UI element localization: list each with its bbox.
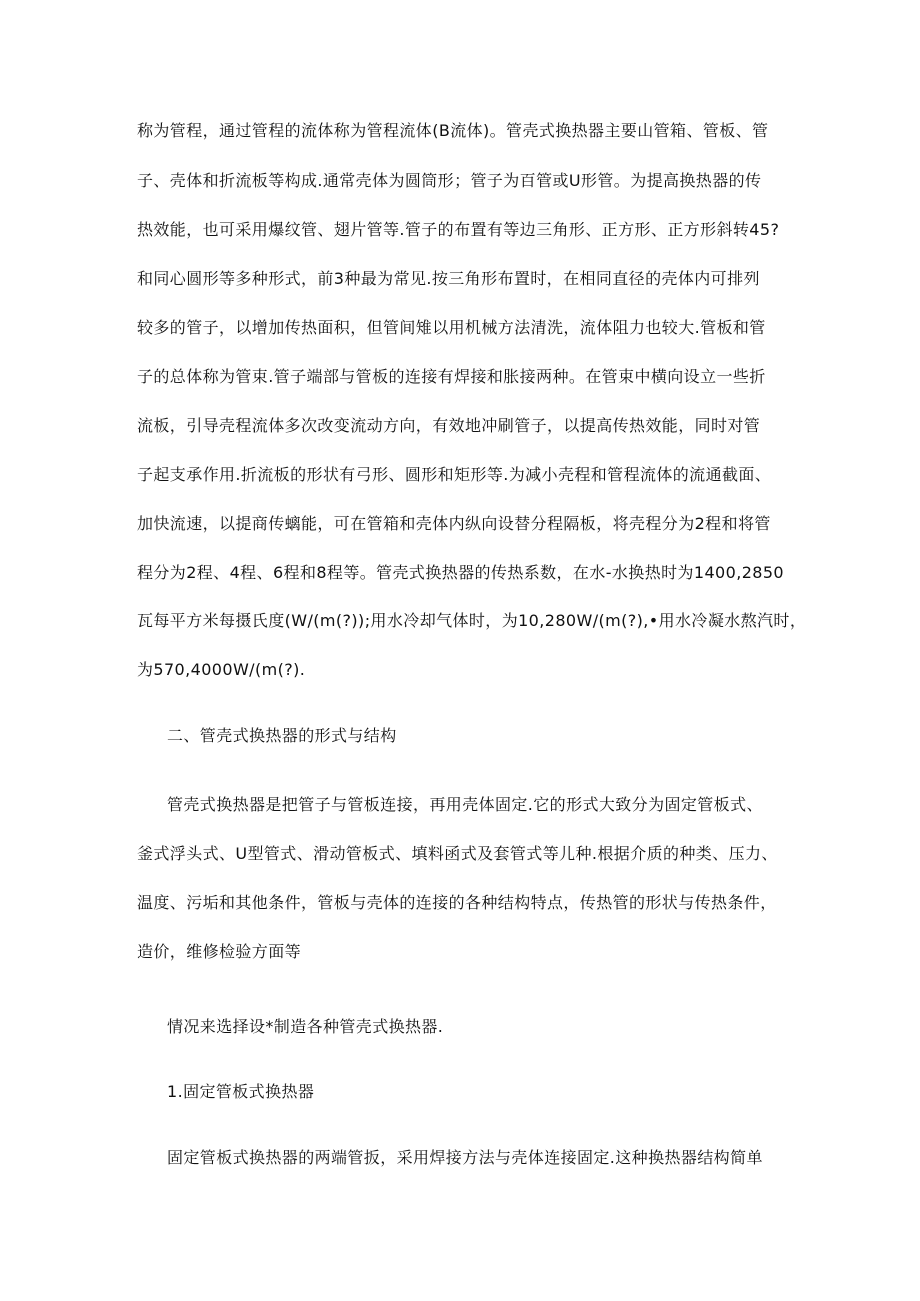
paragraph-1-line-4: 和同心圆形等多种形式，前3种最为常见.按三角形布置时，在相同直径的壳体内可排列 [137, 269, 760, 288]
subsection-heading: 1.固定管板式换热器 [167, 1082, 315, 1101]
paragraph-1-line-7: 流板，引导壳程流体多次改变流动方向，有效地冲刷管子，以提高传热效能，同时对管 [137, 416, 761, 435]
paragraph-2-line-1: 管壳式换热器是把管子与管板连接，再用壳体固定.它的形式大致分为固定管板式、 [167, 795, 763, 814]
section-heading: 二、管壳式换热器的形式与结构 [167, 726, 397, 745]
paragraph-1-line-5: 较多的管子，以增加传热面积，但管间雉以用机械方法清洗，流体阻力也较大.管板和管 [137, 318, 766, 337]
paragraph-2-line-2: 釜式浮头式、U型管式、滑动管板式、填料函式及套管式等儿种.根据介质的种类、压力、 [137, 844, 778, 863]
paragraph-1-line-2: 子、壳体和折流板等构成.通常壳体为圆筒形；管子为百管或U形管。为提高换热器的传 [137, 171, 762, 190]
paragraph-1-line-1: 称为管程，通过管程的流体称为管程流体(B流体)。管壳式换热器主要山管箱、管板、管 [137, 121, 769, 140]
paragraph-2-line-4: 造价，维修检验方面等 [137, 942, 302, 961]
paragraph-1-line-3: 热效能，也可采用爆纹管、翅片管等.管子的布置有等边三角形、正方形、正方形斜转45? [137, 220, 780, 239]
paragraph-1-line-12: 为570,4000W/(m(?). [137, 660, 306, 679]
paragraph-1-line-11: 瓦每平方米每摄氏度(W/(m(?));用水冷却气体时，为10,280W/(m(?),•用水冷凝水熬汽时， [137, 611, 807, 630]
paragraph-1-line-10: 程分为2程、4程、6程和8程等。管壳式换热器的传热系数，在水-水换热时为1400,2850 [137, 563, 785, 582]
paragraph-1-line-6: 子的总体称为管束.管子端部与管板的连接有焊接和胀接两种。在管束中横向设立一些折 [137, 367, 766, 386]
paragraph-1-line-8: 子起支承作用.折流板的形状有弓形、圆形和矩形等.为减小壳程和管程流体的流通截面、 [137, 465, 772, 484]
paragraph-2-line-3: 温度、污垢和其他条件，管板与壳体的连接的各种结构特点，传热管的形状与传热条件， [137, 893, 777, 912]
paragraph-4: 固定管板式换热器的两端管扳，采用焊接方法与壳体连接固定.这种换热器结构简单 [167, 1148, 763, 1167]
paragraph-1-line-9: 加快流速，以提商传螭能，可在管箱和壳体内纵向设替分程隔板，将壳程分为2程和将管 [137, 514, 771, 533]
paragraph-3: 情况来选择设*制造各种管壳式换热器. [167, 1017, 444, 1036]
